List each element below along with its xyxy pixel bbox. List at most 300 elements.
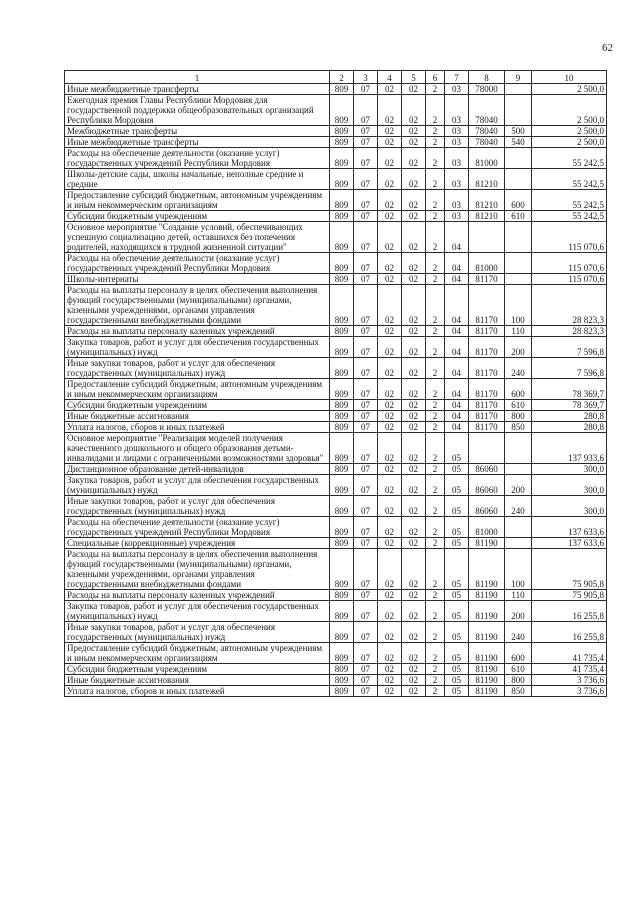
table-row [65,253,607,274]
expense-type-code: 850 [505,686,532,697]
section-code: 07 [354,686,378,697]
event-code: 04 [445,222,469,253]
program-code: 02 [402,675,426,686]
row-name: Иные закупки товаров, работ и услуг для обеспечения государственных (муниципальных) нужд [65,622,330,643]
amount: 300,0 [532,496,607,517]
event-code: 05 [445,464,469,475]
program-code: 02 [402,433,426,464]
row-name: Иные межбюджетные трансферты [65,84,330,95]
ministry-code: 809 [330,211,354,222]
ministry-code: 809 [330,517,354,538]
subprogram-code: 2 [426,664,445,675]
program-code: 02 [402,169,426,190]
expense-type-code: 240 [505,622,532,643]
ministry-code: 809 [330,664,354,675]
program-code: 02 [402,422,426,433]
ministry-code: 809 [330,337,354,358]
amount: 300,0 [532,464,607,475]
table-row [65,137,607,148]
program-code: 02 [402,95,426,126]
table-row [65,95,607,126]
amount: 7 596,8 [532,337,607,358]
direction-code: 81190 [469,538,505,549]
expense-type-code [505,222,532,253]
direction-code: 86060 [469,496,505,517]
direction-code: 81190 [469,686,505,697]
expense-type-code [505,433,532,464]
program-code: 02 [402,622,426,643]
ministry-code: 809 [330,274,354,285]
program-code: 02 [402,274,426,285]
ministry-code: 809 [330,622,354,643]
table-row [65,464,607,475]
subsection-code: 02 [378,601,402,622]
table-row [65,84,607,95]
subsection-code: 02 [378,190,402,211]
subsection-code: 02 [378,664,402,675]
table-row [65,379,607,400]
section-code: 07 [354,137,378,148]
row-name: Иные бюджетные ассигнования [65,675,330,686]
section-code: 07 [354,517,378,538]
subsection-code: 02 [378,549,402,590]
section-code: 07 [354,285,378,326]
ministry-code: 809 [330,686,354,697]
subsection-code: 02 [378,253,402,274]
subprogram-code: 2 [426,400,445,411]
row-name: Закупка товаров, работ и услуг для обеспечения государственных (муниципальных) нужд [65,337,330,358]
ministry-code: 809 [330,222,354,253]
event-code: 04 [445,358,469,379]
subsection-code: 02 [378,169,402,190]
event-code: 04 [445,274,469,285]
expense-type-code [505,517,532,538]
table-row [65,337,607,358]
direction-code: 81210 [469,169,505,190]
row-name: Межбюджетные трансферты [65,126,330,137]
table-row [65,211,607,222]
direction-code [469,222,505,253]
row-name: Субсидии бюджетным учреждениям [65,400,330,411]
program-code: 02 [402,148,426,169]
table-row [65,422,607,433]
subprogram-code: 2 [426,433,445,464]
subsection-code: 02 [378,379,402,400]
program-code: 02 [402,400,426,411]
subprogram-code: 2 [426,686,445,697]
subprogram-code: 2 [426,148,445,169]
ministry-code: 809 [330,84,354,95]
subprogram-code: 2 [426,379,445,400]
amount: 2 500,0 [532,95,607,126]
expense-type-code: 800 [505,675,532,686]
table-row [65,538,607,549]
subsection-code: 02 [378,326,402,337]
section-code: 07 [354,549,378,590]
section-code: 07 [354,643,378,664]
program-code: 02 [402,601,426,622]
row-name: Специальные (коррекционные) учреждения [65,538,330,549]
expense-type-code [505,274,532,285]
amount: 16 255,8 [532,601,607,622]
amount: 41 735,4 [532,664,607,675]
subprogram-code: 2 [426,222,445,253]
table-row [65,411,607,422]
subsection-code: 02 [378,411,402,422]
expense-type-code: 100 [505,549,532,590]
direction-code: 81170 [469,379,505,400]
event-code: 03 [445,169,469,190]
subsection-code: 02 [378,126,402,137]
ministry-code: 809 [330,538,354,549]
row-name: Расходы на обеспечение деятельности (оказание услуг) государственных учреждений Республики Мордовия [65,253,330,274]
program-code: 02 [402,549,426,590]
column-header: 3 [354,71,378,84]
program-code: 02 [402,326,426,337]
direction-code: 86060 [469,475,505,496]
program-code: 02 [402,464,426,475]
expense-type-code [505,464,532,475]
subsection-code: 02 [378,211,402,222]
expense-type-code: 850 [505,422,532,433]
amount: 115 070,6 [532,274,607,285]
direction-code: 81170 [469,337,505,358]
table-row [65,643,607,664]
program-code: 02 [402,358,426,379]
direction-code: 81170 [469,326,505,337]
row-name: Иные межбюджетные трансферты [65,137,330,148]
direction-code: 81190 [469,664,505,675]
section-code: 07 [354,95,378,126]
subprogram-code: 2 [426,643,445,664]
direction-code: 81170 [469,274,505,285]
amount: 28 823,3 [532,326,607,337]
expense-type-code: 610 [505,211,532,222]
column-header: 7 [445,71,469,84]
amount: 75 905,8 [532,590,607,601]
event-code: 03 [445,190,469,211]
subprogram-code: 2 [426,496,445,517]
subprogram-code: 2 [426,622,445,643]
amount: 3 736,6 [532,675,607,686]
subprogram-code: 2 [426,126,445,137]
amount: 16 255,8 [532,622,607,643]
section-code: 07 [354,422,378,433]
amount: 2 500,0 [532,126,607,137]
amount: 3 736,6 [532,686,607,697]
ministry-code: 809 [330,433,354,464]
section-code: 07 [354,148,378,169]
event-code: 03 [445,148,469,169]
direction-code [469,433,505,464]
row-name: Школы-детские сады, школы начальные, неполные средние и средние [65,169,330,190]
ministry-code: 809 [330,137,354,148]
event-code: 05 [445,475,469,496]
program-code: 02 [402,590,426,601]
subsection-code: 02 [378,517,402,538]
amount: 280,8 [532,411,607,422]
section-code: 07 [354,190,378,211]
table-row [65,601,607,622]
table-row [65,622,607,643]
row-name: Субсидии бюджетным учреждениям [65,664,330,675]
event-code: 05 [445,622,469,643]
section-code: 07 [354,222,378,253]
direction-code: 81170 [469,400,505,411]
section-code: 07 [354,464,378,475]
row-name: Ежегодная премия Главы Республики Мордовия для государственной поддержки общеобразовательных организаций Республики Мордовия [65,95,330,126]
section-code: 07 [354,496,378,517]
ministry-code: 809 [330,475,354,496]
amount: 2 500,0 [532,137,607,148]
event-code: 04 [445,326,469,337]
expense-type-code: 240 [505,496,532,517]
row-name: Иные бюджетные ассигнования [65,411,330,422]
subsection-code: 02 [378,538,402,549]
subprogram-code: 2 [426,137,445,148]
row-name: Субсидии бюджетным учреждениям [65,211,330,222]
amount: 137 633,6 [532,517,607,538]
direction-code: 81000 [469,517,505,538]
direction-code: 78000 [469,84,505,95]
subprogram-code: 2 [426,549,445,590]
subsection-code: 02 [378,686,402,697]
table-row [65,326,607,337]
subsection-code: 02 [378,675,402,686]
subsection-code: 02 [378,643,402,664]
program-code: 02 [402,190,426,211]
direction-code: 81210 [469,190,505,211]
table-row [65,664,607,675]
section-code: 07 [354,358,378,379]
column-header: 6 [426,71,445,84]
ministry-code: 809 [330,379,354,400]
event-code: 03 [445,211,469,222]
subprogram-code: 2 [426,475,445,496]
program-code: 02 [402,285,426,326]
direction-code: 81170 [469,358,505,379]
event-code: 05 [445,590,469,601]
subprogram-code: 2 [426,84,445,95]
program-code: 02 [402,664,426,675]
table-row [65,400,607,411]
section-code: 07 [354,400,378,411]
direction-code: 78040 [469,137,505,148]
section-code: 07 [354,475,378,496]
table-row [65,496,607,517]
table-row [65,285,607,326]
event-code: 04 [445,253,469,274]
row-name: Школы-интернаты [65,274,330,285]
section-code: 07 [354,84,378,95]
subsection-code: 02 [378,285,402,326]
expense-type-code [505,95,532,126]
program-code: 02 [402,517,426,538]
ministry-code: 809 [330,601,354,622]
subsection-code: 02 [378,358,402,379]
expense-type-code: 200 [505,601,532,622]
event-code: 05 [445,433,469,464]
ministry-code: 809 [330,643,354,664]
ministry-code: 809 [330,253,354,274]
table-row [65,549,607,590]
expense-type-code: 200 [505,475,532,496]
column-header: 1 [65,71,330,84]
row-name: Расходы на выплаты персоналу в целях обеспечения выполнения функций государственными (муниципальными) органами, казенными учреждениями, органами управления государственными внебюджетными фондами [65,549,330,590]
expense-type-code [505,169,532,190]
subsection-code: 02 [378,496,402,517]
expense-type-code: 600 [505,379,532,400]
amount: 75 905,8 [532,549,607,590]
direction-code: 81000 [469,148,505,169]
subprogram-code: 2 [426,211,445,222]
table-row [65,517,607,538]
section-code: 07 [354,538,378,549]
row-name: Расходы на обеспечение деятельности (оказание услуг) государственных учреждений Республики Мордовия [65,517,330,538]
section-code: 07 [354,411,378,422]
direction-code: 81190 [469,675,505,686]
ministry-code: 809 [330,496,354,517]
amount: 137 933,6 [532,433,607,464]
table-row [65,148,607,169]
table-row [65,475,607,496]
subprogram-code: 2 [426,422,445,433]
subprogram-code: 2 [426,675,445,686]
event-code: 05 [445,538,469,549]
expense-type-code: 100 [505,285,532,326]
ministry-code: 809 [330,190,354,211]
row-name: Дистанционное образование детей-инвалидов [65,464,330,475]
program-code: 02 [402,411,426,422]
row-name: Расходы на выплаты персоналу казенных учреждений [65,590,330,601]
expense-type-code [505,84,532,95]
subprogram-code: 2 [426,190,445,211]
table-row [65,433,607,464]
section-code: 07 [354,590,378,601]
event-code: 05 [445,517,469,538]
direction-code: 81190 [469,643,505,664]
subsection-code: 02 [378,464,402,475]
ministry-code: 809 [330,126,354,137]
row-name: Предоставление субсидий бюджетным, автономным учреждениям и иным некоммерческим организациям [65,643,330,664]
direction-code: 81190 [469,601,505,622]
subprogram-code: 2 [426,601,445,622]
program-code: 02 [402,211,426,222]
ministry-code: 809 [330,422,354,433]
section-code: 07 [354,126,378,137]
subprogram-code: 2 [426,538,445,549]
row-name: Расходы на выплаты персоналу в целях обеспечения выполнения функций государственными (муниципальными) органами, казенными учреждениями, органами управления государственными внебюджетными фондами [65,285,330,326]
ministry-code: 809 [330,285,354,326]
event-code: 04 [445,411,469,422]
direction-code: 81000 [469,253,505,274]
expense-type-code: 610 [505,400,532,411]
expense-type-code [505,148,532,169]
expense-type-code [505,253,532,274]
program-code: 02 [402,686,426,697]
program-code: 02 [402,126,426,137]
event-code: 03 [445,95,469,126]
section-code: 07 [354,622,378,643]
program-code: 02 [402,538,426,549]
table-row [65,590,607,601]
row-name: Уплата налогов, сборов и иных платежей [65,422,330,433]
expense-type-code: 110 [505,590,532,601]
event-code: 04 [445,422,469,433]
subprogram-code: 2 [426,517,445,538]
ministry-code: 809 [330,326,354,337]
section-code: 07 [354,433,378,464]
ministry-code: 809 [330,675,354,686]
subsection-code: 02 [378,590,402,601]
expense-type-code: 800 [505,411,532,422]
program-code: 02 [402,337,426,358]
amount: 55 242,5 [532,169,607,190]
ministry-code: 809 [330,358,354,379]
direction-code: 86060 [469,464,505,475]
section-code: 07 [354,379,378,400]
subprogram-code: 2 [426,590,445,601]
row-name: Иные закупки товаров, работ и услуг для обеспечения государственных (муниципальных) нужд [65,358,330,379]
column-header: 5 [402,71,426,84]
subsection-code: 02 [378,95,402,126]
amount: 2 500,0 [532,84,607,95]
section-code: 07 [354,274,378,285]
amount: 280,8 [532,422,607,433]
subsection-code: 02 [378,400,402,411]
expense-type-code [505,538,532,549]
direction-code: 81190 [469,549,505,590]
amount: 28 823,3 [532,285,607,326]
ministry-code: 809 [330,590,354,601]
event-code: 05 [445,686,469,697]
ministry-code: 809 [330,549,354,590]
subsection-code: 02 [378,274,402,285]
table-row [65,675,607,686]
section-code: 07 [354,337,378,358]
direction-code: 81170 [469,422,505,433]
row-name: Иные закупки товаров, работ и услуг для обеспечения государственных (муниципальных) нужд [65,496,330,517]
event-code: 05 [445,549,469,590]
event-code: 05 [445,601,469,622]
ministry-code: 809 [330,464,354,475]
subsection-code: 02 [378,433,402,464]
ministry-code: 809 [330,169,354,190]
amount: 55 242,5 [532,148,607,169]
event-code: 05 [445,664,469,675]
amount: 137 633,6 [532,538,607,549]
expense-type-code: 610 [505,664,532,675]
table-row [65,686,607,697]
expense-type-code: 540 [505,137,532,148]
direction-code: 81170 [469,285,505,326]
section-code: 07 [354,601,378,622]
section-code: 07 [354,675,378,686]
table-row [65,274,607,285]
ministry-code: 809 [330,148,354,169]
event-code: 04 [445,285,469,326]
event-code: 03 [445,137,469,148]
amount: 115 070,6 [532,222,607,253]
section-code: 07 [354,169,378,190]
subsection-code: 02 [378,222,402,253]
amount: 55 242,5 [532,190,607,211]
subsection-code: 02 [378,148,402,169]
section-code: 07 [354,211,378,222]
expense-type-code: 600 [505,643,532,664]
program-code: 02 [402,84,426,95]
amount: 78 369,7 [532,400,607,411]
